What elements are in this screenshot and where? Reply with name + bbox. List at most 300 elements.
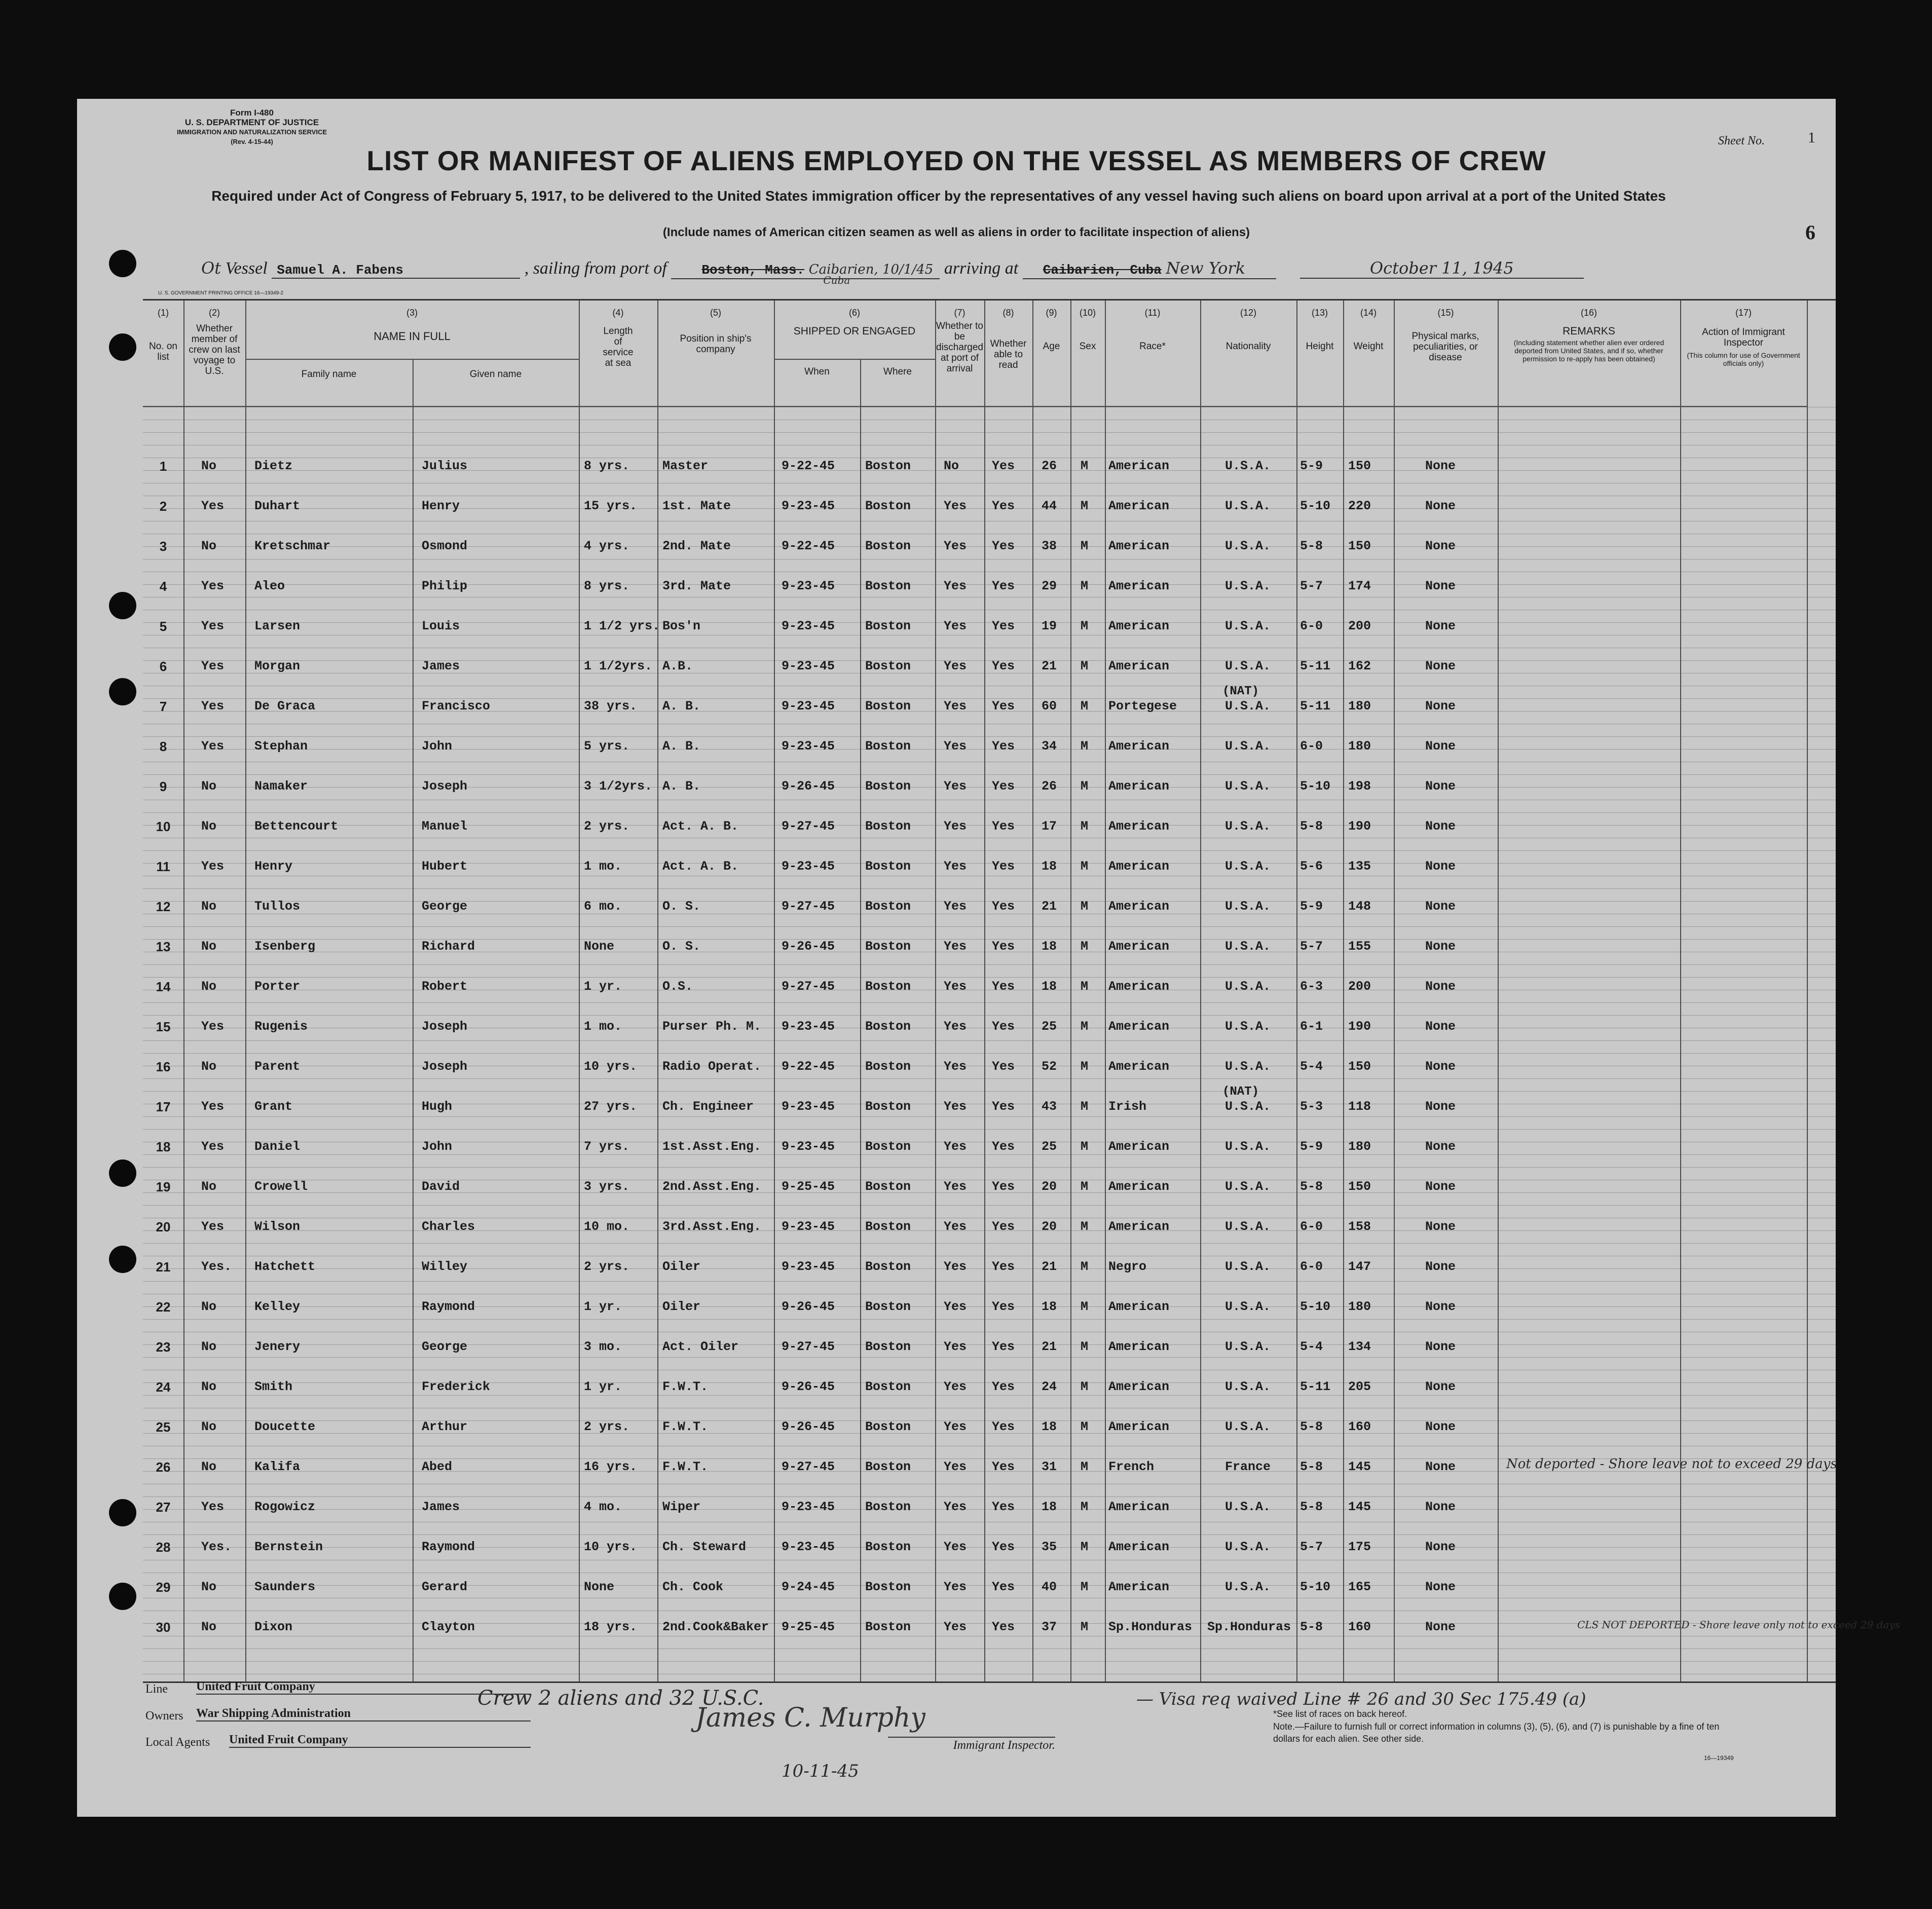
discharge-cell: Yes	[944, 699, 967, 714]
last-voyage-cell: Yes.	[201, 1540, 232, 1554]
shipped-when-cell: 9-26-45	[782, 1299, 835, 1314]
weight-cell: 150	[1348, 1179, 1371, 1194]
shipped-where-cell: Boston	[865, 859, 911, 874]
col2-header: Whether member of crew on last voyage to U.S.	[189, 323, 240, 377]
list-number-cell: 30	[156, 1620, 171, 1635]
sex-cell: M	[1081, 939, 1089, 954]
sex-cell: M	[1081, 659, 1089, 673]
discharge-cell: Yes	[944, 1019, 967, 1034]
given-name-cell: Gerard	[422, 1580, 468, 1594]
nationality-cell: France	[1224, 1459, 1271, 1474]
length-of-service-cell: 16 yrs.	[584, 1459, 638, 1474]
shipped-where-cell: Boston	[865, 1099, 911, 1114]
given-name-cell: Julius	[422, 459, 468, 473]
shipped-when-cell: 9-27-45	[782, 1459, 835, 1474]
table-row	[143, 808, 1836, 847]
position-cell: Ch. Cook	[662, 1580, 724, 1594]
revision: (Rev. 4-15-44)	[231, 138, 273, 145]
last-voyage-cell: No	[201, 819, 217, 834]
shipped-where-cell: Boston	[865, 1339, 911, 1354]
sex-cell: M	[1081, 459, 1089, 473]
family-name-cell: Dietz	[254, 459, 293, 473]
position-cell: Ch. Engineer	[662, 1099, 754, 1114]
discharge-cell: Yes	[944, 1580, 967, 1594]
list-number-cell: 5	[159, 619, 167, 634]
age-cell: 44	[1042, 499, 1057, 513]
weight-cell: 180	[1348, 699, 1371, 714]
col9-header: Age	[1043, 341, 1060, 352]
nationality-cell: U.S.A.	[1224, 1299, 1271, 1314]
race-cell: American	[1108, 1540, 1170, 1554]
shipped-where-cell: Boston	[865, 979, 911, 994]
age-cell: 34	[1042, 739, 1057, 754]
weight-cell: 150	[1348, 539, 1371, 553]
height-cell: 6-0	[1300, 739, 1323, 754]
able-to-read-cell: Yes	[992, 1419, 1015, 1434]
physical-marks-cell: None	[1425, 1540, 1456, 1554]
shipped-where-cell: Boston	[865, 619, 911, 633]
nationality-cell: U.S.A.	[1224, 819, 1271, 834]
sex-cell: M	[1081, 539, 1089, 553]
physical-marks-cell: None	[1425, 779, 1456, 794]
arrival-port-handwritten: New York	[1166, 258, 1246, 278]
col3-header: NAME IN FULL	[374, 330, 451, 343]
length-of-service-cell: 2 yrs.	[584, 1419, 630, 1434]
last-voyage-cell: No	[201, 979, 217, 994]
shipped-where-cell: Boston	[865, 739, 911, 754]
weight-cell: 200	[1348, 619, 1371, 633]
discharge-cell: Yes	[944, 579, 967, 593]
position-cell: 2nd.Asst.Eng.	[662, 1179, 762, 1194]
col13-number: (13)	[1311, 308, 1328, 318]
family-name-cell: Crowell	[254, 1179, 308, 1194]
table-row	[143, 1248, 1836, 1287]
form-number: Form I-480	[230, 108, 274, 118]
race-cell: American	[1108, 1339, 1170, 1354]
shipped-where-cell: Boston	[865, 459, 911, 473]
family-name-cell: Tullos	[254, 899, 301, 914]
length-of-service-cell: 1 yr.	[584, 1379, 622, 1394]
table-row	[143, 1608, 1900, 1648]
sex-cell: M	[1081, 1500, 1089, 1514]
shipped-when-cell: 9-23-45	[782, 1019, 835, 1034]
sex-cell: M	[1081, 1459, 1089, 1474]
age-cell: 38	[1042, 539, 1057, 553]
family-name-cell: Kalifa	[254, 1459, 301, 1474]
last-voyage-cell: Yes	[201, 659, 225, 673]
length-of-service-cell: 3 1/2yrs.	[584, 779, 653, 794]
length-of-service-cell: 38 yrs.	[584, 699, 638, 714]
length-of-service-cell: 1 yr.	[584, 979, 622, 994]
race-cell: French	[1108, 1459, 1155, 1474]
age-cell: 18	[1042, 1299, 1057, 1314]
physical-marks-cell: None	[1425, 859, 1456, 874]
height-cell: 5-9	[1300, 459, 1323, 473]
family-name-cell: Doucette	[254, 1419, 316, 1434]
length-of-service-cell: 2 yrs.	[584, 1259, 630, 1274]
last-voyage-cell: Yes	[201, 619, 225, 633]
discharge-cell: Yes	[944, 739, 967, 754]
weight-cell: 148	[1348, 899, 1371, 914]
race-cell: Sp.Honduras	[1108, 1620, 1193, 1634]
family-name-cell: Wilson	[254, 1219, 301, 1234]
race-cell: American	[1108, 539, 1170, 553]
physical-marks-cell: None	[1425, 739, 1456, 754]
physical-marks-cell: None	[1425, 459, 1456, 473]
last-voyage-cell: Yes	[201, 699, 225, 714]
sex-cell: M	[1081, 579, 1089, 593]
table-row	[143, 1085, 1836, 1127]
position-cell: 3rd. Mate	[662, 579, 731, 593]
able-to-read-cell: Yes	[992, 1179, 1015, 1194]
age-cell: 43	[1042, 1099, 1057, 1114]
col7-number: (7)	[954, 308, 965, 318]
position-cell: A. B.	[662, 779, 701, 794]
last-voyage-cell: No	[201, 1419, 217, 1434]
shipped-where-cell: Boston	[865, 1580, 911, 1594]
sheet-mark: 6	[1805, 221, 1815, 244]
table-row	[143, 1208, 1836, 1247]
last-voyage-cell: No	[201, 1379, 217, 1394]
shipped-when-cell: 9-23-45	[782, 859, 835, 874]
family-name-cell: De Graca	[254, 699, 316, 714]
binder-hole	[109, 592, 136, 619]
shipped-where-cell: Boston	[865, 1500, 911, 1514]
physical-marks-cell: None	[1425, 899, 1456, 914]
physical-marks-cell: None	[1425, 819, 1456, 834]
table-row	[143, 888, 1836, 927]
sex-cell: M	[1081, 1139, 1089, 1154]
table-row	[143, 1488, 1836, 1527]
sailing-port-typed: Boston, Mass.	[701, 263, 805, 278]
table-row	[143, 648, 1836, 687]
position-cell: O.S.	[662, 979, 693, 994]
table-row	[143, 1408, 1836, 1447]
discharge-cell: Yes	[944, 1419, 967, 1434]
binder-hole	[109, 678, 136, 705]
col6-when-header: When	[804, 366, 830, 377]
col2-number: (2)	[209, 308, 220, 318]
weight-cell: 160	[1348, 1620, 1371, 1634]
shipped-when-cell: 9-25-45	[782, 1179, 835, 1194]
nationality-cell: U.S.A.	[1224, 1219, 1271, 1234]
table-row	[143, 1448, 1836, 1487]
remarks-cell: CLS NOT DEPORTED - Shore leave only not to exceed 29 days	[1577, 1619, 1900, 1631]
position-cell: A. B.	[662, 739, 701, 754]
race-cell: American	[1108, 459, 1170, 473]
table-row	[143, 768, 1836, 807]
table-row	[143, 1168, 1836, 1207]
length-of-service-cell: 1 1/2 yrs.	[584, 619, 660, 633]
col10-number: (10)	[1079, 308, 1096, 318]
height-cell: 6-3	[1300, 979, 1323, 994]
shipped-where-cell: Boston	[865, 779, 911, 794]
sex-cell: M	[1081, 619, 1089, 633]
discharge-cell: Yes	[944, 539, 967, 553]
inspector-signature: James C. Murphy	[695, 1703, 925, 1733]
shipped-when-cell: 9-22-45	[782, 1059, 835, 1074]
age-cell: 60	[1042, 699, 1057, 714]
include-note: (Include names of American citizen seamen as well as aliens in order to facilitate inspection of aliens)	[662, 226, 1250, 239]
shipped-where-cell: Boston	[865, 1059, 911, 1074]
manifest-sheet	[77, 99, 1900, 1817]
list-number-cell: 26	[156, 1459, 171, 1475]
physical-marks-cell: None	[1425, 539, 1456, 553]
able-to-read-cell: Yes	[992, 459, 1015, 473]
last-voyage-cell: No	[201, 1179, 217, 1194]
sex-cell: M	[1081, 499, 1089, 513]
age-cell: 18	[1042, 859, 1057, 874]
given-name-cell: Francisco	[422, 699, 491, 714]
given-name-cell: Clayton	[422, 1620, 475, 1634]
race-cell: American	[1108, 579, 1170, 593]
shipped-where-cell: Boston	[865, 659, 911, 673]
length-of-service-cell: 10 yrs.	[584, 1059, 638, 1074]
length-of-service-cell: None	[584, 939, 615, 954]
shipped-when-cell: 9-27-45	[782, 899, 835, 914]
sex-cell: M	[1081, 739, 1089, 754]
family-name-cell: Bernstein	[254, 1540, 323, 1554]
nationality-cell: U.S.A.	[1224, 1339, 1271, 1354]
table-row	[143, 488, 1836, 527]
nationality-cell: U.S.A.	[1224, 1379, 1271, 1394]
binder-hole	[109, 1246, 136, 1273]
header-bottom-rule	[143, 406, 1807, 407]
discharge-cell: Yes	[944, 1099, 967, 1114]
able-to-read-cell: Yes	[992, 1139, 1015, 1154]
shipped-where-cell: Boston	[865, 819, 911, 834]
list-number-cell: 19	[156, 1179, 171, 1194]
height-cell: 5-4	[1300, 1059, 1323, 1074]
last-voyage-cell: Yes.	[201, 1259, 232, 1274]
agents-label: Local Agents	[145, 1736, 210, 1749]
able-to-read-cell: Yes	[992, 819, 1015, 834]
physical-marks-cell: None	[1425, 1219, 1456, 1234]
col4-header: Length of service at sea	[603, 326, 634, 368]
position-cell: Oiler	[662, 1299, 701, 1314]
shipped-where-cell: Boston	[865, 939, 911, 954]
able-to-read-cell: Yes	[992, 779, 1015, 794]
height-cell: 5-7	[1300, 939, 1323, 954]
binder-hole	[109, 1583, 136, 1610]
given-name-cell: Frederick	[422, 1379, 491, 1394]
list-number-cell: 14	[156, 979, 171, 994]
shipped-when-cell: 9-22-45	[782, 539, 835, 553]
discharge-cell: Yes	[944, 859, 967, 874]
table-row	[143, 1048, 1836, 1087]
weight-cell: 135	[1348, 859, 1371, 874]
given-name-cell: Robert	[422, 979, 468, 994]
family-name-cell: Smith	[254, 1379, 293, 1394]
family-name-cell: Henry	[254, 859, 293, 874]
height-cell: 5-8	[1300, 1419, 1323, 1434]
position-cell: Act. Oiler	[662, 1339, 739, 1354]
given-name-cell: Joseph	[422, 1019, 468, 1034]
family-name-cell: Jenery	[254, 1339, 301, 1354]
age-cell: 31	[1042, 1459, 1057, 1474]
discharge-cell: Yes	[944, 619, 967, 633]
shipped-where-cell: Boston	[865, 1179, 911, 1194]
col15-number: (15)	[1437, 308, 1454, 318]
physical-marks-cell: None	[1425, 1459, 1456, 1474]
shipped-where-cell: Boston	[865, 1299, 911, 1314]
sex-cell: M	[1081, 1540, 1089, 1554]
weight-cell: 205	[1348, 1379, 1371, 1394]
col1-number: (1)	[158, 308, 169, 318]
shipped-when-cell: 9-24-45	[782, 1580, 835, 1594]
discharge-cell: Yes	[944, 1219, 967, 1234]
weight-cell: 174	[1348, 579, 1371, 593]
table-row	[143, 968, 1836, 1007]
race-cell: American	[1108, 619, 1170, 633]
given-name-cell: Willey	[422, 1259, 468, 1274]
discharge-cell: Yes	[944, 1500, 967, 1514]
able-to-read-cell: Yes	[992, 659, 1015, 673]
naturalized-note: (NAT)	[1222, 685, 1259, 698]
length-of-service-cell: 8 yrs.	[584, 579, 630, 593]
last-voyage-cell: Yes	[201, 1219, 225, 1234]
able-to-read-cell: Yes	[992, 1459, 1015, 1474]
position-cell: 2nd.Cook&Baker	[662, 1620, 769, 1634]
list-number-cell: 16	[156, 1059, 171, 1074]
ruled-line	[143, 432, 1836, 433]
length-of-service-cell: 2 yrs.	[584, 819, 630, 834]
able-to-read-cell: Yes	[992, 699, 1015, 714]
age-cell: 25	[1042, 1019, 1057, 1034]
list-number-cell: 6	[159, 659, 167, 674]
table-row	[143, 568, 1836, 607]
position-cell: Act. A. B.	[662, 819, 739, 834]
shipped-where-cell: Boston	[865, 1620, 911, 1634]
shipped-where-cell: Boston	[865, 1019, 911, 1034]
nationality-cell: U.S.A.	[1224, 539, 1271, 553]
able-to-read-cell: Yes	[992, 499, 1015, 513]
col8-number: (8)	[1002, 308, 1014, 318]
owners-label: Owners	[145, 1709, 183, 1723]
list-number-cell: 9	[159, 779, 167, 794]
weight-cell: 134	[1348, 1339, 1371, 1354]
race-cell: American	[1108, 1019, 1170, 1034]
shipped-when-cell: 9-26-45	[782, 779, 835, 794]
length-of-service-cell: 1 mo.	[584, 1019, 622, 1034]
discharge-cell: Yes	[944, 1339, 967, 1354]
nationality-cell: U.S.A.	[1224, 499, 1271, 513]
age-cell: 37	[1042, 1620, 1057, 1634]
given-name-cell: Raymond	[422, 1299, 475, 1314]
col3-given-header: Given name	[469, 369, 522, 380]
col12-number: (12)	[1240, 308, 1256, 318]
age-cell: 18	[1042, 939, 1057, 954]
height-cell: 5-8	[1300, 1620, 1323, 1634]
able-to-read-cell: Yes	[992, 1099, 1015, 1114]
list-number-cell: 7	[159, 699, 167, 714]
shipped-when-cell: 9-23-45	[782, 579, 835, 593]
last-voyage-cell: No	[201, 1059, 217, 1074]
physical-marks-cell: None	[1425, 1339, 1456, 1354]
naturalized-note: (NAT)	[1222, 1085, 1259, 1099]
list-number-cell: 8	[159, 739, 167, 754]
nationality-cell: U.S.A.	[1224, 859, 1271, 874]
races-note: *See list of races on back hereof.	[1273, 1709, 1407, 1719]
col3-family-header: Family name	[301, 369, 357, 380]
physical-marks-cell: None	[1425, 1620, 1456, 1634]
height-cell: 5-11	[1300, 1379, 1331, 1394]
weight-cell: 162	[1348, 659, 1371, 673]
given-name-cell: Arthur	[422, 1419, 468, 1434]
shipped-when-cell: 9-23-45	[782, 499, 835, 513]
physical-marks-cell: None	[1425, 1099, 1456, 1114]
shipped-where-cell: Boston	[865, 1139, 911, 1154]
given-name-cell: George	[422, 1339, 468, 1354]
shipped-when-cell: 9-26-45	[782, 1419, 835, 1434]
able-to-read-cell: Yes	[992, 1059, 1015, 1074]
height-cell: 5-9	[1300, 899, 1323, 914]
binder-hole	[109, 333, 136, 361]
col14-header: Weight	[1353, 341, 1384, 352]
last-voyage-cell: No	[201, 1459, 217, 1474]
nationality-cell: U.S.A.	[1224, 1580, 1271, 1594]
last-voyage-cell: No	[201, 1339, 217, 1354]
nationality-cell: U.S.A.	[1224, 979, 1271, 994]
col10-header: Sex	[1079, 341, 1096, 352]
table-row	[143, 728, 1836, 767]
position-cell: F.W.T.	[662, 1379, 709, 1394]
length-of-service-cell: 4 yrs.	[584, 539, 630, 553]
remarks-cell: Not deported - Shore leave not to exceed 29 days	[1506, 1456, 1837, 1472]
family-name-cell: Kelley	[254, 1299, 301, 1314]
race-cell: American	[1108, 819, 1170, 834]
weight-cell: 198	[1348, 779, 1371, 794]
inspector-label: Immigrant Inspector.	[888, 1737, 1055, 1752]
family-name-cell: Larsen	[254, 619, 301, 633]
table-row	[143, 1128, 1836, 1167]
physical-marks-cell: None	[1425, 1500, 1456, 1514]
last-voyage-cell: Yes	[201, 739, 225, 754]
family-name-cell: Dixon	[254, 1620, 293, 1634]
shipped-when-cell: 9-23-45	[782, 1540, 835, 1554]
length-of-service-cell: 3 yrs.	[584, 1179, 630, 1194]
length-of-service-cell: 7 yrs.	[584, 1139, 630, 1154]
weight-cell: 175	[1348, 1540, 1371, 1554]
nationality-cell: U.S.A.	[1224, 1419, 1271, 1434]
nationality-cell: Sp.Honduras	[1207, 1620, 1291, 1634]
weight-cell: 147	[1348, 1259, 1371, 1274]
weight-cell: 200	[1348, 979, 1371, 994]
height-cell: 5-10	[1300, 499, 1331, 513]
table-row	[143, 685, 1836, 727]
shipped-when-cell: 9-27-45	[782, 819, 835, 834]
able-to-read-cell: Yes	[992, 859, 1015, 874]
position-cell: 1st. Mate	[662, 499, 731, 513]
family-name-cell: Daniel	[254, 1139, 301, 1154]
nationality-cell: U.S.A.	[1224, 1259, 1271, 1274]
able-to-read-cell: Yes	[992, 1540, 1015, 1554]
length-of-service-cell: 1 1/2yrs.	[584, 659, 653, 673]
age-cell: 20	[1042, 1219, 1057, 1234]
col11-number: (11)	[1144, 308, 1161, 318]
last-voyage-cell: No	[201, 1580, 217, 1594]
last-voyage-cell: Yes	[201, 579, 225, 593]
height-cell: 5-11	[1300, 659, 1331, 673]
sex-cell: M	[1081, 979, 1089, 994]
list-number-cell: 20	[156, 1219, 171, 1234]
family-name-cell: Kretschmar	[254, 539, 331, 553]
family-name-cell: Saunders	[254, 1580, 316, 1594]
last-voyage-cell: Yes	[201, 1019, 225, 1034]
able-to-read-cell: Yes	[992, 939, 1015, 954]
vessel-line	[201, 258, 1584, 286]
length-of-service-cell: 8 yrs.	[584, 459, 630, 473]
